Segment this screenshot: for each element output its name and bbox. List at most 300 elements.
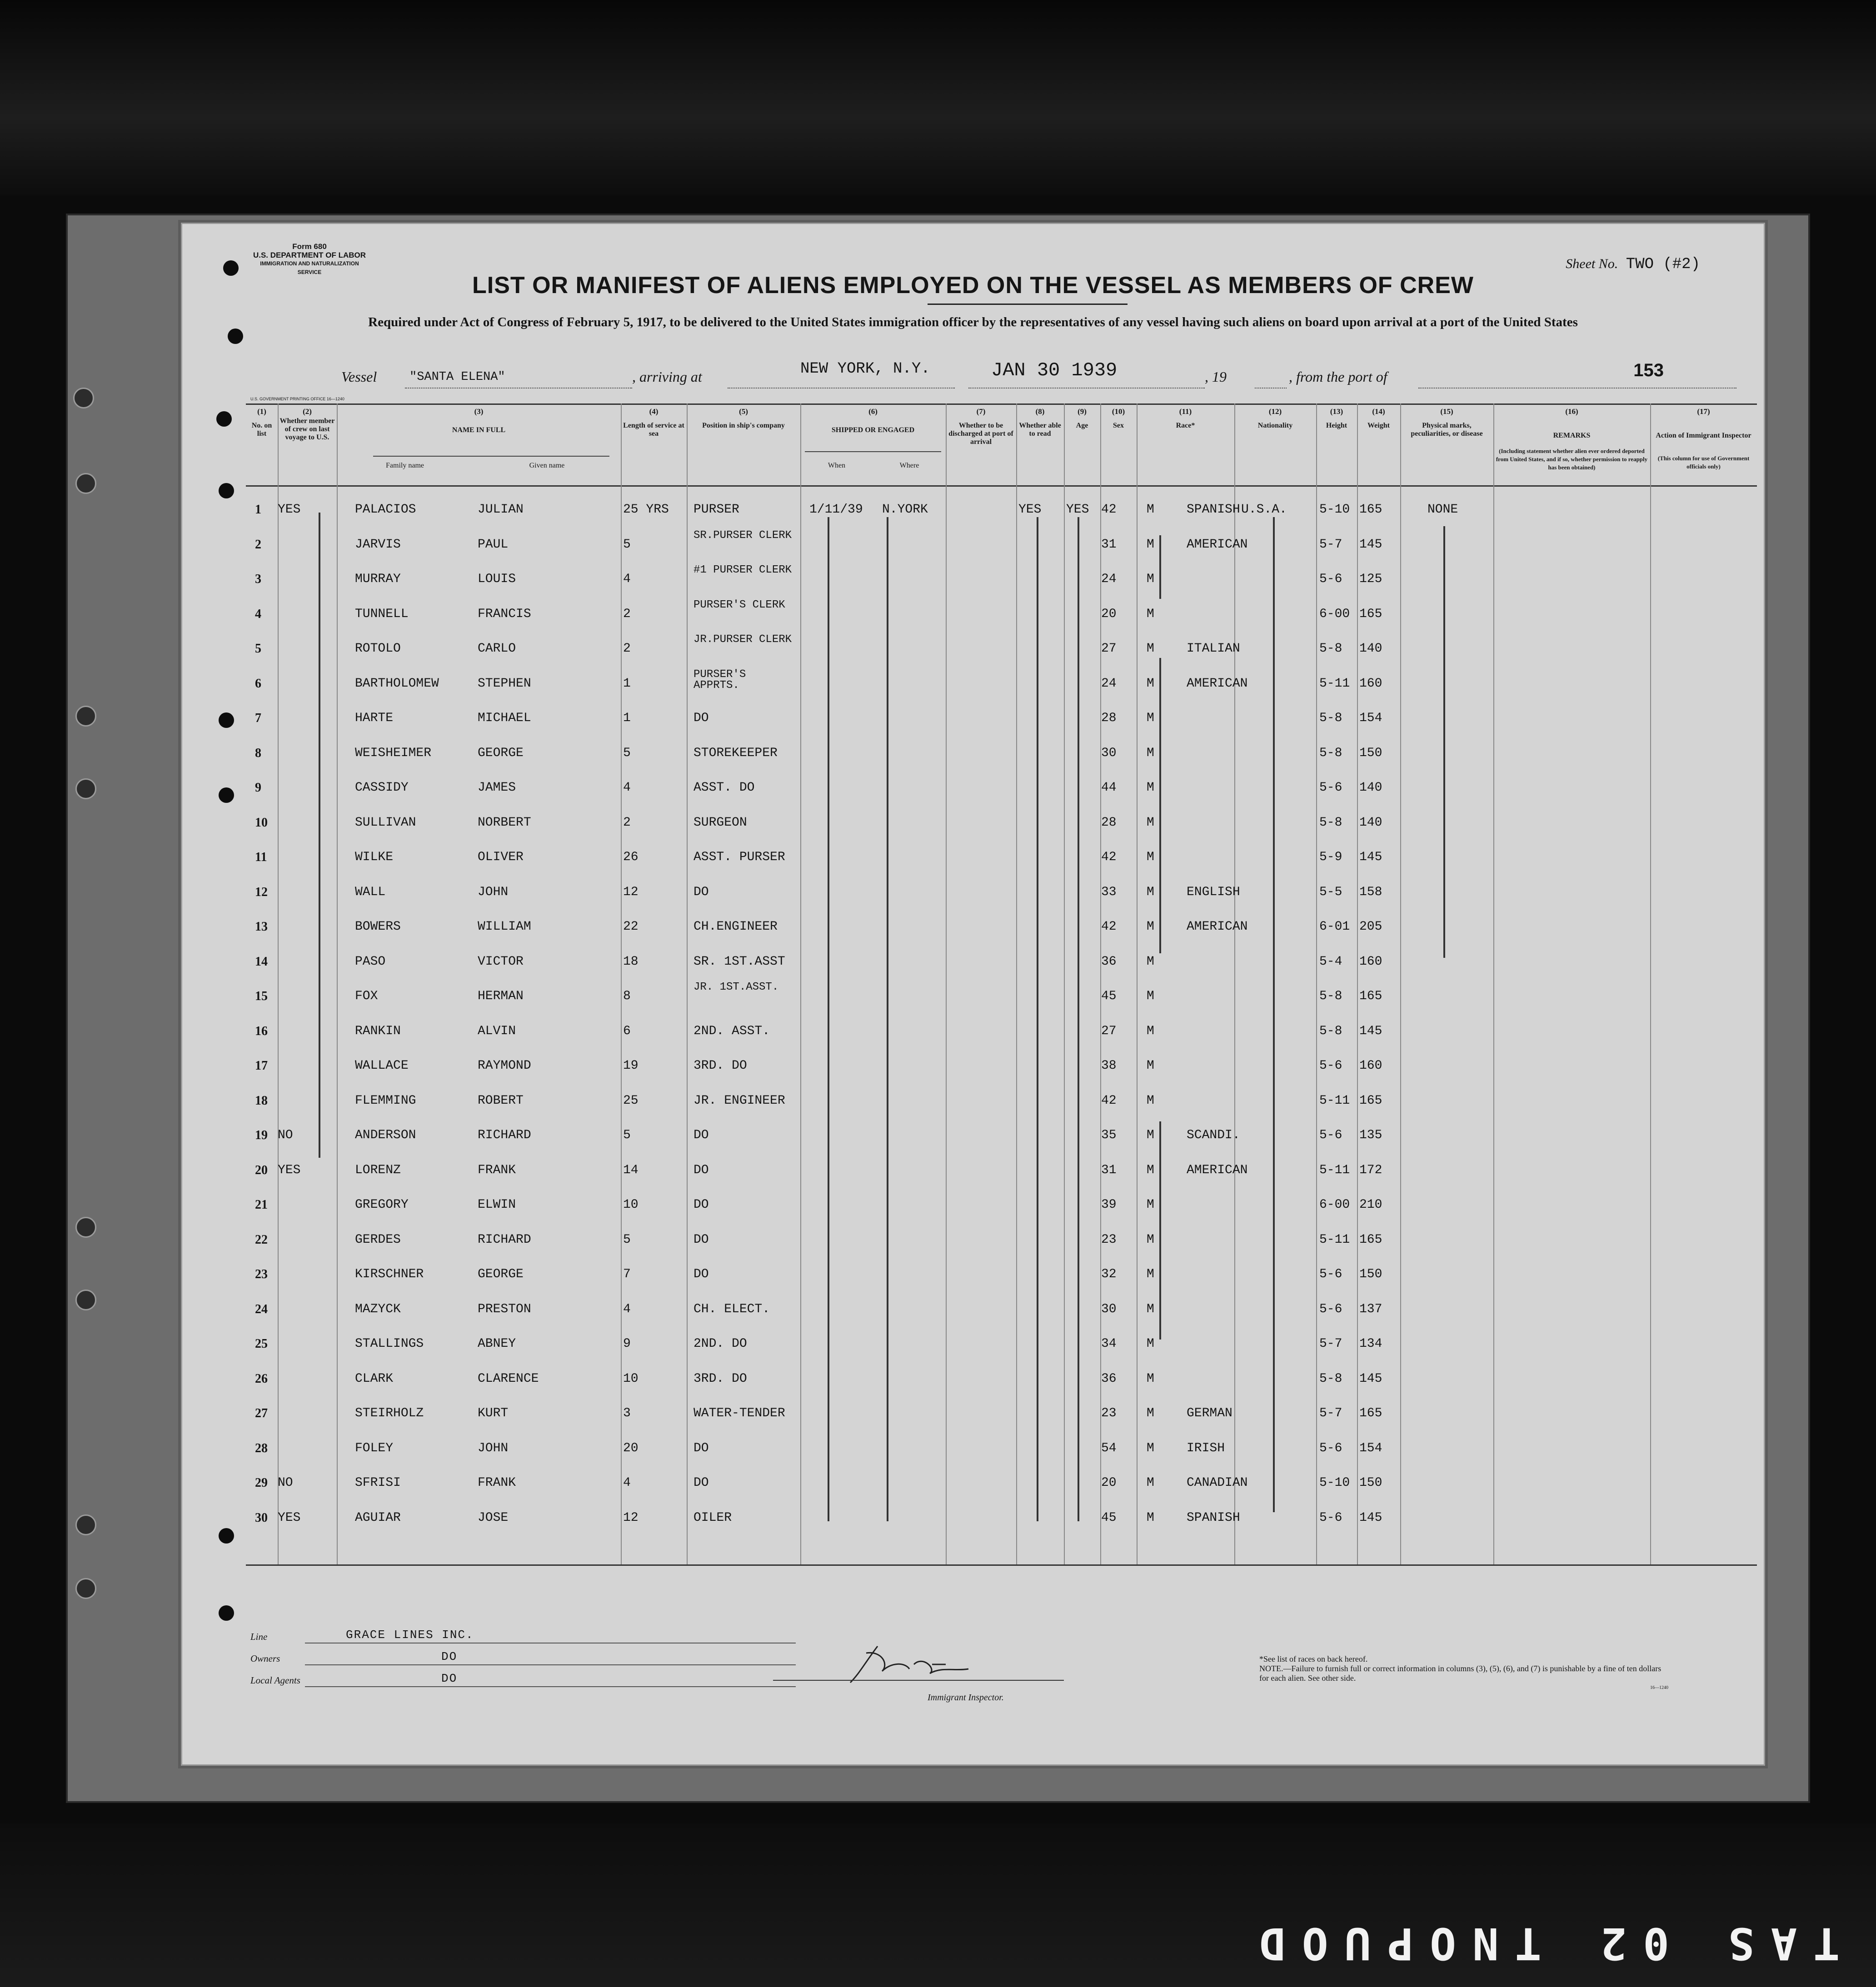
- service-length: 4: [623, 781, 631, 795]
- race: AMERICAN: [1187, 920, 1248, 934]
- family-name: WALL: [355, 885, 386, 899]
- manifest-sheet: [181, 223, 1765, 1766]
- sex: M: [1147, 1232, 1154, 1247]
- shipped-where: N.YORK: [882, 503, 928, 517]
- crew-table: [246, 403, 1757, 1564]
- table-row: [246, 702, 1757, 734]
- weight: 160: [1359, 954, 1382, 969]
- height: 5-11: [1319, 1232, 1350, 1247]
- given-name: ABNEY: [478, 1337, 516, 1351]
- given-name: ROBERT: [478, 1093, 524, 1108]
- ship-position: PURSER'S APPRTS.: [694, 668, 746, 692]
- weight: 135: [1359, 1128, 1382, 1142]
- service-length: 14: [623, 1163, 639, 1177]
- ship-position: 3RD. DO: [694, 1371, 747, 1386]
- service-length: 1: [623, 711, 631, 725]
- sheet-number-value: TWO (#2): [1626, 256, 1700, 273]
- row-number: 16: [255, 1024, 268, 1038]
- footnotes: [1259, 1654, 1668, 1693]
- table-row: [246, 1154, 1757, 1186]
- row-number: 26: [255, 1371, 268, 1386]
- age: 28: [1101, 711, 1117, 725]
- given-name: VICTOR: [478, 954, 524, 969]
- height: 5-7: [1319, 1406, 1342, 1420]
- table-bottom-rule: [246, 1564, 1757, 1566]
- film-top-edge: [0, 0, 1876, 195]
- age: 33: [1101, 885, 1117, 899]
- family-name: PASO: [355, 954, 386, 969]
- form-number: Form 680: [292, 242, 327, 251]
- age: 27: [1101, 1024, 1117, 1038]
- weight: 145: [1359, 1371, 1382, 1386]
- height: 5-6: [1319, 1302, 1342, 1316]
- age: 38: [1101, 1059, 1117, 1073]
- sex: M: [1147, 607, 1154, 621]
- race: GERMAN: [1187, 1406, 1232, 1420]
- weight: 145: [1359, 850, 1382, 864]
- column-header: Sex: [1113, 422, 1124, 429]
- column-header: Action of Immigrant Inspector: [1656, 432, 1751, 439]
- service-length: 5: [623, 537, 631, 552]
- race: AMERICAN: [1187, 1163, 1248, 1177]
- service-length: 19: [623, 1059, 639, 1073]
- family-name: JARVIS: [355, 537, 401, 552]
- film-edge-code: TAS 02 TNOPUOD: [1242, 1918, 1840, 1969]
- table-row: [246, 1015, 1757, 1047]
- shipped-when: 1/11/39: [809, 503, 863, 517]
- height: 5-6: [1319, 572, 1342, 586]
- backing-hole: [75, 1217, 96, 1238]
- family-name: PALACIOS: [355, 503, 416, 517]
- vessel-line: [341, 359, 1664, 391]
- weight: 150: [1359, 746, 1382, 760]
- column-header: Nationality: [1257, 422, 1293, 429]
- table-row: [246, 1050, 1757, 1081]
- crew-last-voyage: YES: [278, 1163, 301, 1177]
- age: 35: [1101, 1128, 1117, 1142]
- sex: M: [1147, 1441, 1154, 1455]
- age: 42: [1101, 850, 1117, 864]
- column-header: No. on list: [251, 422, 272, 438]
- age: 24: [1101, 572, 1117, 586]
- weight: 165: [1359, 1406, 1382, 1420]
- row-number: 2: [255, 537, 261, 552]
- ship-position: PURSER: [694, 503, 739, 517]
- race: IRISH: [1187, 1441, 1225, 1455]
- table-row: [246, 1224, 1757, 1255]
- column-number: (1): [257, 407, 266, 416]
- row-number: 17: [255, 1059, 268, 1073]
- column-number: (10): [1112, 407, 1125, 416]
- row-number: 13: [255, 920, 268, 934]
- row-number: 15: [255, 989, 268, 1003]
- age: 30: [1101, 1302, 1117, 1316]
- height: 5-11: [1319, 676, 1350, 691]
- service-length: 2: [623, 607, 631, 621]
- weight: 165: [1359, 1232, 1382, 1247]
- column-header: Whether able to read: [1019, 422, 1061, 438]
- column-header: Weight: [1367, 422, 1390, 429]
- column-subheader: Family name: [386, 462, 424, 469]
- age: 20: [1101, 1476, 1117, 1490]
- given-name: RICHARD: [478, 1128, 531, 1142]
- backing-hole: [73, 388, 94, 408]
- family-name: SULLIVAN: [355, 815, 416, 830]
- punch-hole: [228, 329, 243, 344]
- sex: M: [1147, 1163, 1154, 1177]
- table-row: [246, 1189, 1757, 1220]
- weight: 145: [1359, 1510, 1382, 1525]
- weight: 160: [1359, 1059, 1382, 1073]
- column-number: (6): [868, 407, 878, 416]
- table-row: [246, 632, 1757, 664]
- race: CANADIAN: [1187, 1476, 1248, 1490]
- table-row: [246, 737, 1757, 769]
- owners-label: Owners: [250, 1653, 280, 1664]
- weight: 165: [1359, 989, 1382, 1003]
- height: 5-8: [1319, 746, 1342, 760]
- table-row: [246, 1258, 1757, 1290]
- ditto-mark: [1037, 517, 1038, 1521]
- row-number: 1: [255, 503, 261, 517]
- weight: 158: [1359, 885, 1382, 899]
- discharged-at-arrival: YES: [1018, 503, 1042, 517]
- arrival-date-stamp: JAN 30 1939: [991, 359, 1118, 381]
- ship-position: JR. ENGINEER: [694, 1093, 785, 1108]
- age: 20: [1101, 607, 1117, 621]
- row-number: 21: [255, 1198, 268, 1212]
- family-name: STALLINGS: [355, 1337, 424, 1351]
- vessel-label: Vessel: [341, 369, 377, 385]
- family-name: WALLACE: [355, 1059, 409, 1073]
- height: 5-7: [1319, 1337, 1342, 1351]
- family-name: HARTE: [355, 711, 394, 725]
- given-name: FRANK: [478, 1163, 516, 1177]
- sex: M: [1147, 850, 1154, 864]
- table-row: [246, 1432, 1757, 1464]
- sex: M: [1147, 1337, 1154, 1351]
- table-row: [246, 598, 1757, 630]
- table-row: [246, 1363, 1757, 1394]
- punch-hole: [219, 1605, 234, 1621]
- given-name: FRANK: [478, 1476, 516, 1490]
- table-row: [246, 528, 1757, 560]
- table-row: [246, 563, 1757, 595]
- table-row: [246, 1293, 1757, 1325]
- given-name: PAUL: [478, 537, 509, 552]
- column-number: (14): [1372, 407, 1385, 416]
- line-value: GRACE LINES INC.: [346, 1628, 474, 1642]
- backing-hole: [75, 1290, 96, 1310]
- ditto-mark: [319, 940, 320, 1158]
- age: 54: [1101, 1441, 1117, 1455]
- owners-field: [250, 1645, 796, 1667]
- race: SPANISH: [1187, 1510, 1240, 1525]
- service-length: 9: [623, 1337, 631, 1351]
- given-name: JAMES: [478, 781, 516, 795]
- table-row: [246, 1467, 1757, 1499]
- column-subheader: (Including statement whether alien ever ordered deported from United States, and if so, whether permission to reapply has been obtained): [1496, 448, 1648, 471]
- service-length: 20: [623, 1441, 639, 1455]
- height: 5-8: [1319, 1371, 1342, 1386]
- service-length: 8: [623, 989, 631, 1003]
- given-name: RICHARD: [478, 1232, 531, 1247]
- race: SPANISH: [1187, 503, 1240, 517]
- column-number: (16): [1565, 407, 1578, 416]
- service-length: 18: [623, 954, 639, 969]
- row-number: 6: [255, 676, 261, 691]
- ditto-mark: [319, 513, 320, 994]
- column-header: Position in ship's company: [702, 422, 785, 429]
- given-name: GEORGE: [478, 746, 524, 760]
- age: 42: [1101, 920, 1117, 934]
- weight: 140: [1359, 781, 1382, 795]
- family-name: BOWERS: [355, 920, 401, 934]
- sheet-number: [1566, 256, 1700, 273]
- ship-position: DO: [694, 1198, 709, 1212]
- service-length: 12: [623, 1510, 639, 1525]
- column-number: (2): [303, 407, 312, 416]
- weight: 165: [1359, 503, 1382, 517]
- service-length: 1: [623, 676, 631, 691]
- height: 5-10: [1319, 1476, 1350, 1490]
- column-number: (11): [1179, 407, 1192, 416]
- page-stamp-number: 153: [1633, 360, 1664, 380]
- column-number: (15): [1440, 407, 1453, 416]
- height: 5-10: [1319, 503, 1350, 517]
- weight: 154: [1359, 711, 1382, 725]
- given-name: GEORGE: [478, 1267, 524, 1281]
- row-number: 11: [255, 850, 267, 864]
- height: 5-8: [1319, 642, 1342, 656]
- sex: M: [1147, 1198, 1154, 1212]
- race: ENGLISH: [1187, 885, 1240, 899]
- family-name: FOLEY: [355, 1441, 394, 1455]
- family-name: GREGORY: [355, 1198, 409, 1212]
- given-name: OLIVER: [478, 850, 524, 864]
- backing-hole: [75, 1578, 96, 1599]
- age: 24: [1101, 676, 1117, 691]
- crew-last-voyage: NO: [278, 1476, 293, 1490]
- height: 5-4: [1319, 954, 1342, 969]
- ship-position: SR.PURSER CLERK: [694, 529, 792, 542]
- row-number: 9: [255, 781, 261, 795]
- column-number: (3): [474, 407, 484, 416]
- sex: M: [1147, 920, 1154, 934]
- row-number: 27: [255, 1406, 268, 1420]
- printer-note: U.S. GOVERNMENT PRINTING OFFICE 16—1240: [250, 397, 344, 401]
- age: 34: [1101, 1337, 1117, 1351]
- service-length: 26: [623, 850, 639, 864]
- given-name: STEPHEN: [478, 676, 531, 691]
- given-name: ALVIN: [478, 1024, 516, 1038]
- service-length: 10: [623, 1198, 639, 1212]
- backing-hole: [75, 473, 96, 494]
- ship-position: #1 PURSER CLERK: [694, 564, 792, 576]
- age: 39: [1101, 1198, 1117, 1212]
- given-name: JOSE: [478, 1510, 509, 1525]
- weight: 165: [1359, 1093, 1382, 1108]
- ship-position: ASST. DO: [694, 781, 755, 795]
- table-row: [246, 980, 1757, 1012]
- race: AMERICAN: [1187, 676, 1248, 691]
- row-number: 22: [255, 1232, 268, 1247]
- table-row: [246, 841, 1757, 873]
- weight: 137: [1359, 1302, 1382, 1316]
- punch-hole: [219, 712, 234, 728]
- column-header: SHIPPED OR ENGAGED: [831, 426, 915, 434]
- vessel-name: "SANTA ELENA": [409, 370, 505, 384]
- column-number: (4): [649, 407, 659, 416]
- service-length: 4: [623, 1302, 631, 1316]
- sex: M: [1147, 1024, 1154, 1038]
- crew-last-voyage: YES: [278, 1510, 301, 1525]
- agents-value: DO: [441, 1672, 458, 1685]
- given-name: MICHAEL: [478, 711, 531, 725]
- family-name: CASSIDY: [355, 781, 409, 795]
- column-header: Whether to be discharged at port of arrival: [948, 422, 1013, 446]
- ship-position: DO: [694, 711, 709, 725]
- column-subheader: When: [828, 462, 846, 469]
- ship-position: DO: [694, 1128, 709, 1142]
- age: 27: [1101, 642, 1117, 656]
- year-label: , 19: [1205, 369, 1227, 385]
- ship-position: JR.PURSER CLERK: [694, 633, 792, 646]
- service-length: 25: [623, 1093, 639, 1108]
- given-name: FRANCIS: [478, 607, 531, 621]
- table-row: [246, 807, 1757, 838]
- weight: 165: [1359, 607, 1382, 621]
- age: 36: [1101, 1371, 1117, 1386]
- department-name: U.S. DEPARTMENT OF LABOR: [253, 251, 366, 259]
- service-name: IMMIGRATION AND NATURALIZATION SERVICE: [260, 260, 359, 275]
- ship-position: DO: [694, 1232, 709, 1247]
- agents-field: [250, 1667, 796, 1689]
- ship-position: SR. 1ST.ASST: [694, 954, 785, 969]
- service-length: 10: [623, 1371, 639, 1386]
- race: SCANDI.: [1187, 1128, 1240, 1142]
- column-number: (7): [976, 407, 986, 416]
- column-header: Physical marks, peculiarities, or disease: [1411, 422, 1483, 438]
- table-row: [246, 772, 1757, 803]
- sex: M: [1147, 746, 1154, 760]
- height: 6-00: [1319, 607, 1350, 621]
- height: 5-5: [1319, 885, 1342, 899]
- punch-hole: [219, 483, 234, 498]
- service-length: 6: [623, 1024, 631, 1038]
- table-row: [246, 876, 1757, 908]
- row-number: 19: [255, 1128, 268, 1142]
- sex: M: [1147, 1406, 1154, 1420]
- penalty-note: NOTE.—Failure to furnish full or correct information in columns (3), (5), (6), and (7) is punishable by a fine of ten dollars for each alien. See other side.: [1259, 1664, 1661, 1683]
- sex: M: [1147, 1128, 1154, 1142]
- table-row: [246, 911, 1757, 942]
- weight: 145: [1359, 1024, 1382, 1038]
- family-name: KIRSCHNER: [355, 1267, 424, 1281]
- height: 5-8: [1319, 989, 1342, 1003]
- service-length: 12: [623, 885, 639, 899]
- row-number: 20: [255, 1163, 268, 1177]
- age: 45: [1101, 1510, 1117, 1525]
- given-name: WILLIAM: [478, 920, 531, 934]
- ditto-mark: [1078, 517, 1079, 1521]
- sex: M: [1147, 572, 1154, 586]
- family-name: GERDES: [355, 1232, 401, 1247]
- row-number: 8: [255, 746, 261, 760]
- height: 5-8: [1319, 815, 1342, 830]
- height: 5-6: [1319, 1059, 1342, 1073]
- ship-position: 2ND. ASST.: [694, 1024, 770, 1038]
- manifest-subtitle: Required under Act of Congress of February 5, 1917, to be delivered to the United States immigration officer by the representatives of any vessel having such aliens on board upon arrival at a port of the United States: [368, 315, 1578, 329]
- given-name: JOHN: [478, 1441, 509, 1455]
- sex: M: [1147, 885, 1154, 899]
- row-number: 4: [255, 607, 261, 621]
- table-top-rule: [246, 403, 1757, 405]
- height: 5-9: [1319, 850, 1342, 864]
- backing-hole: [75, 778, 96, 799]
- race: ITALIAN: [1187, 642, 1240, 656]
- column-header: Whether member of crew on last voyage to U.S.: [279, 417, 335, 441]
- ship-position: JR. 1ST.ASST.: [694, 981, 779, 993]
- given-name: HERMAN: [478, 989, 524, 1003]
- sex: M: [1147, 537, 1154, 552]
- inspector-label: Immigrant Inspector.: [928, 1693, 1004, 1703]
- age: 44: [1101, 781, 1117, 795]
- header-bottom-rule: [246, 485, 1757, 487]
- row-number: 10: [255, 815, 268, 830]
- form-code: 16—1240: [1650, 1685, 1668, 1690]
- height: 6-01: [1319, 920, 1350, 934]
- sex: M: [1147, 676, 1154, 691]
- age: 45: [1101, 989, 1117, 1003]
- column-subheader: Given name: [529, 462, 565, 469]
- column-header: Race*: [1176, 422, 1195, 429]
- row-number: 3: [255, 572, 261, 586]
- ship-position: DO: [694, 885, 709, 899]
- ditto-mark: [1443, 526, 1445, 958]
- column-number: (8): [1035, 407, 1045, 416]
- height: 6-00: [1319, 1198, 1350, 1212]
- line-label: Line: [250, 1631, 268, 1642]
- weight: 140: [1359, 642, 1382, 656]
- column-number: (9): [1078, 407, 1087, 416]
- service-length: 4: [623, 572, 631, 586]
- sex: M: [1147, 1267, 1154, 1281]
- weight: 160: [1359, 676, 1382, 691]
- family-name: RANKIN: [355, 1024, 401, 1038]
- family-name: MAZYCK: [355, 1302, 401, 1316]
- sex: M: [1147, 1371, 1154, 1386]
- service-length: 22: [623, 920, 639, 934]
- age: 23: [1101, 1232, 1117, 1247]
- ditto-mark: [887, 517, 888, 1521]
- punch-hole: [219, 787, 234, 803]
- age: 31: [1101, 537, 1117, 552]
- family-name: MURRAY: [355, 572, 401, 586]
- ship-position: STOREKEEPER: [694, 746, 778, 760]
- column-number: (17): [1697, 407, 1710, 416]
- table-row: [246, 946, 1757, 977]
- row-number: 23: [255, 1267, 268, 1281]
- ditto-mark: [1159, 535, 1161, 599]
- ship-position: 2ND. DO: [694, 1337, 747, 1351]
- family-name: STEIRHOLZ: [355, 1406, 424, 1420]
- family-name: ANDERSON: [355, 1128, 416, 1142]
- column-header: Height: [1326, 422, 1347, 429]
- height: 5-11: [1319, 1093, 1350, 1108]
- column-subheader: (This column for use of Government officials only): [1657, 455, 1750, 470]
- age: 42: [1101, 503, 1117, 517]
